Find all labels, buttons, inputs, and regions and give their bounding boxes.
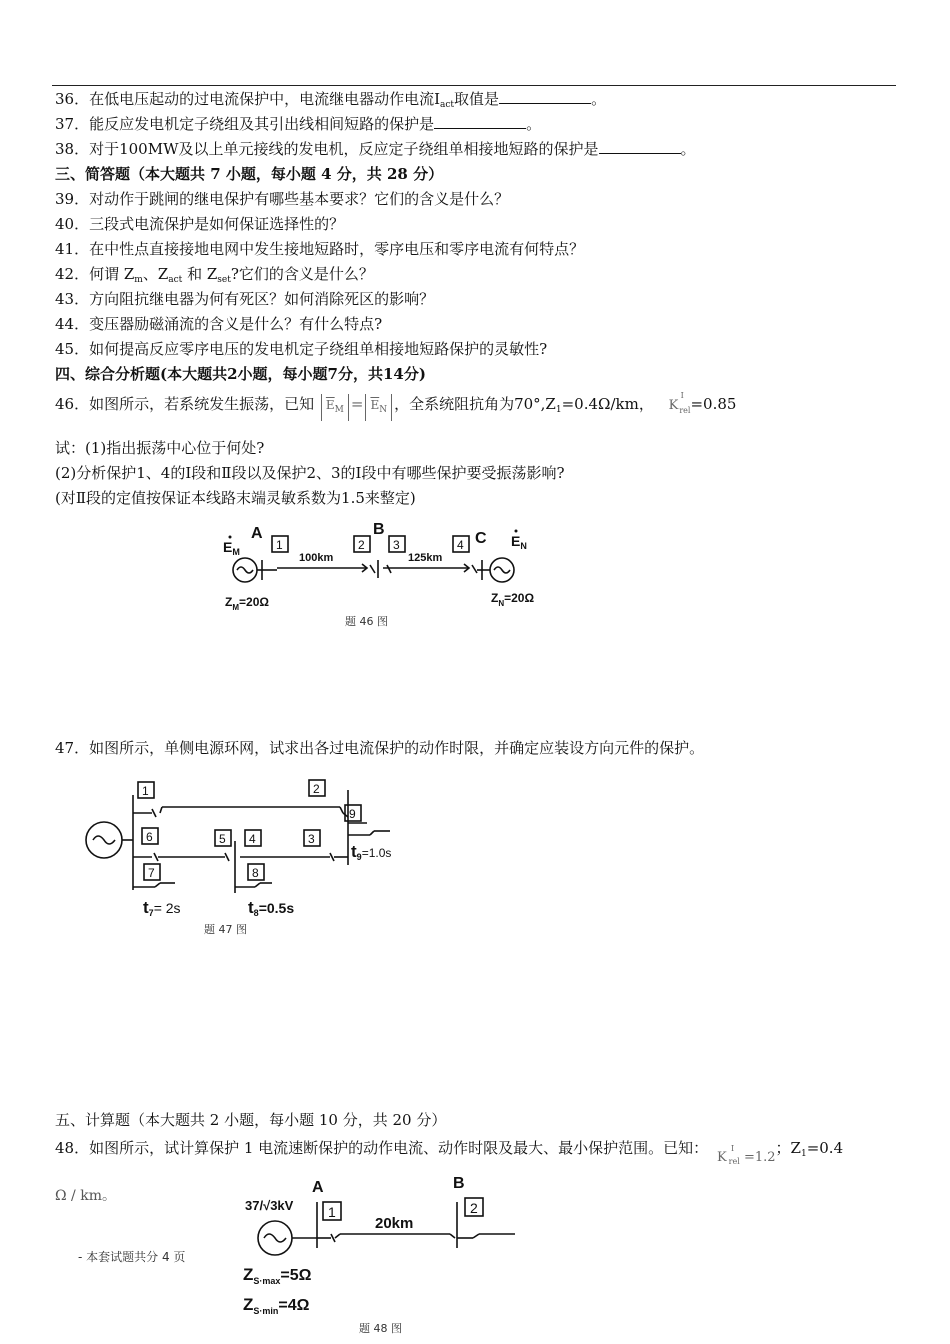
question-38: 38．对于100MW及以上单元接线的发电机，反应定子绕组单相接地短路的保护是 。 <box>55 140 696 158</box>
svg-text:5: 5 <box>219 832 226 846</box>
answer-blank-38 <box>599 139 681 154</box>
krel-coefficient-48: K I $_{rel}$ =1.2 <box>716 1144 776 1166</box>
svg-text:B: B <box>453 1175 465 1192</box>
figure-47 <box>80 775 410 940</box>
svg-text:37/√3kV: 37/√3kV <box>245 1198 294 1213</box>
question-46-note: (对Ⅱ段的定值按保证本线路末端灵敏系数为1.5来整定) <box>55 489 416 507</box>
question-45: 45．如何提高反应零序电压的发电机定子绕组单相接地短路保护的灵敏性? <box>55 340 548 358</box>
svg-text:C: C <box>475 530 487 547</box>
svg-text:ZM=20Ω: $Z_M=20\Omega$ <box>225 595 269 612</box>
question-48-unit: Ω / km。 <box>55 1188 116 1204</box>
svg-text:3: 3 <box>393 538 400 552</box>
svg-text:t8=0.5s: t8=0.5s <box>248 898 295 918</box>
svg-text:A: A <box>312 1179 324 1196</box>
question-40: 40．三段式电流保护是如何保证选择性的？ <box>55 215 345 233</box>
question-37: 37．能反应发电机定子绕组及其引出线相间短路的保护是 。 <box>55 115 542 133</box>
figure-48-caption: 题 48 图 <box>359 1322 402 1335</box>
svg-text:EM: $E_M$ <box>223 539 240 557</box>
header-rule <box>52 85 896 86</box>
question-43: 43．方向阻抗继电器为何有死区？如何消除死区的影响？ <box>55 290 435 308</box>
em-magnitude: $\overline{E}_M$ <box>321 394 349 421</box>
question-46: 46．如图所示，若系统发生振荡，已知 $\overline{E}_M = \overline{E}_N$ ，全系统阻抗角为$70^\circ,Z_1=0.4\Omega/km$， K I $_{rel}$=0.85 <box>55 394 736 421</box>
svg-text:t7= 2s: t7= 2s <box>143 898 181 918</box>
svg-text:2: 2 <box>470 1200 478 1216</box>
svg-text:1: 1 <box>276 538 283 552</box>
figure-46-caption: 题 46 图 <box>345 615 388 628</box>
question-46-part2: (2)分析保护1、4的I段和Ⅱ段以及保护2、3的I段中有哪些保护要受振荡影响? <box>55 464 565 482</box>
svg-text:ZS·max=5Ω: $Z_{S\cdot max}=5\Omega$ <box>243 1265 312 1286</box>
page-footer: - 本套试题共分 4 页 <box>78 1250 186 1264</box>
svg-text:7: 7 <box>148 866 155 880</box>
svg-text:125km: 125km <box>408 552 443 564</box>
svg-text:3: 3 <box>308 832 315 846</box>
figure-46 <box>215 518 575 638</box>
svg-text:1: 1 <box>142 784 149 798</box>
section-4-heading: 四、综合分析题(本大题共2小题，每小题7分，共14分) <box>55 365 426 383</box>
svg-text:6: 6 <box>146 830 153 844</box>
svg-text:1: 1 <box>328 1204 336 1220</box>
svg-text:2: 2 <box>313 782 320 796</box>
section-5-heading: 五、计算题（本大题共 2 小题，每小题 10 分，共 20 分） <box>55 1111 447 1129</box>
question-48: 48．如图所示，试计算保护 1 电流速断保护的动作电流、动作时限及最大、最小保护范围。已知： K I $_{rel}$ =1.2；$Z_1=0.4$ <box>55 1138 843 1172</box>
question-39: 39．对动作于跳闸的继电保护有哪些基本要求？它们的含义是什么？ <box>55 190 510 208</box>
svg-text:20km: 20km <box>375 1215 414 1232</box>
figure-47-caption: 题 47 图 <box>204 923 247 936</box>
answer-blank-36 <box>499 89 591 104</box>
svg-text:t9=1.0s: t9=1.0s <box>351 842 392 862</box>
svg-text:EN: $E_N$ <box>511 533 527 551</box>
svg-text:2: 2 <box>358 538 365 552</box>
svg-text:ZN=20Ω: $Z_N=20\Omega$ <box>491 591 535 608</box>
question-46-try: 试：(1)指出振荡中心位于何处? <box>55 439 265 457</box>
question-42: 42．何谓 $Z_m$、$Z_{act}$ 和 $Z_{set}$?它们的含义是什么？ <box>55 265 374 285</box>
question-41: 41．在中性点直接接地电网中发生接地短路时，零序电压和零序电流有何特点？ <box>55 240 585 258</box>
answer-blank-37 <box>434 114 526 129</box>
figure-48 <box>235 1172 575 1337</box>
svg-text:4: 4 <box>249 832 256 846</box>
svg-text:100km: 100km <box>299 552 334 564</box>
svg-text:ZS·min=4Ω: $Z_{S\cdot min}=4\Omega$ <box>243 1295 310 1316</box>
en-magnitude: $\overline{E}_N$ <box>365 394 392 421</box>
question-47: 47．如图所示，单侧电源环网，试求出各过电流保护的动作时限，并确定应装设方向元件的保护。 <box>55 739 705 757</box>
krel-coefficient: K I $_{rel}$ <box>668 391 691 415</box>
svg-text:8: 8 <box>252 866 259 880</box>
question-36: 36．在低电压起动的过电流保护中，电流继电器动作电流$I_{act}$取值是 。 <box>55 90 607 110</box>
svg-text:A: A <box>251 525 263 542</box>
svg-text:4: 4 <box>457 538 464 552</box>
svg-text:9: 9 <box>349 807 356 821</box>
svg-text:B: B <box>373 521 385 538</box>
question-44: 44．变压器励磁涌流的含义是什么？有什么特点? <box>55 315 383 333</box>
section-3-heading: 三、简答题（本大题共 7 小题，每小题 4 分，共 28 分） <box>55 165 444 183</box>
